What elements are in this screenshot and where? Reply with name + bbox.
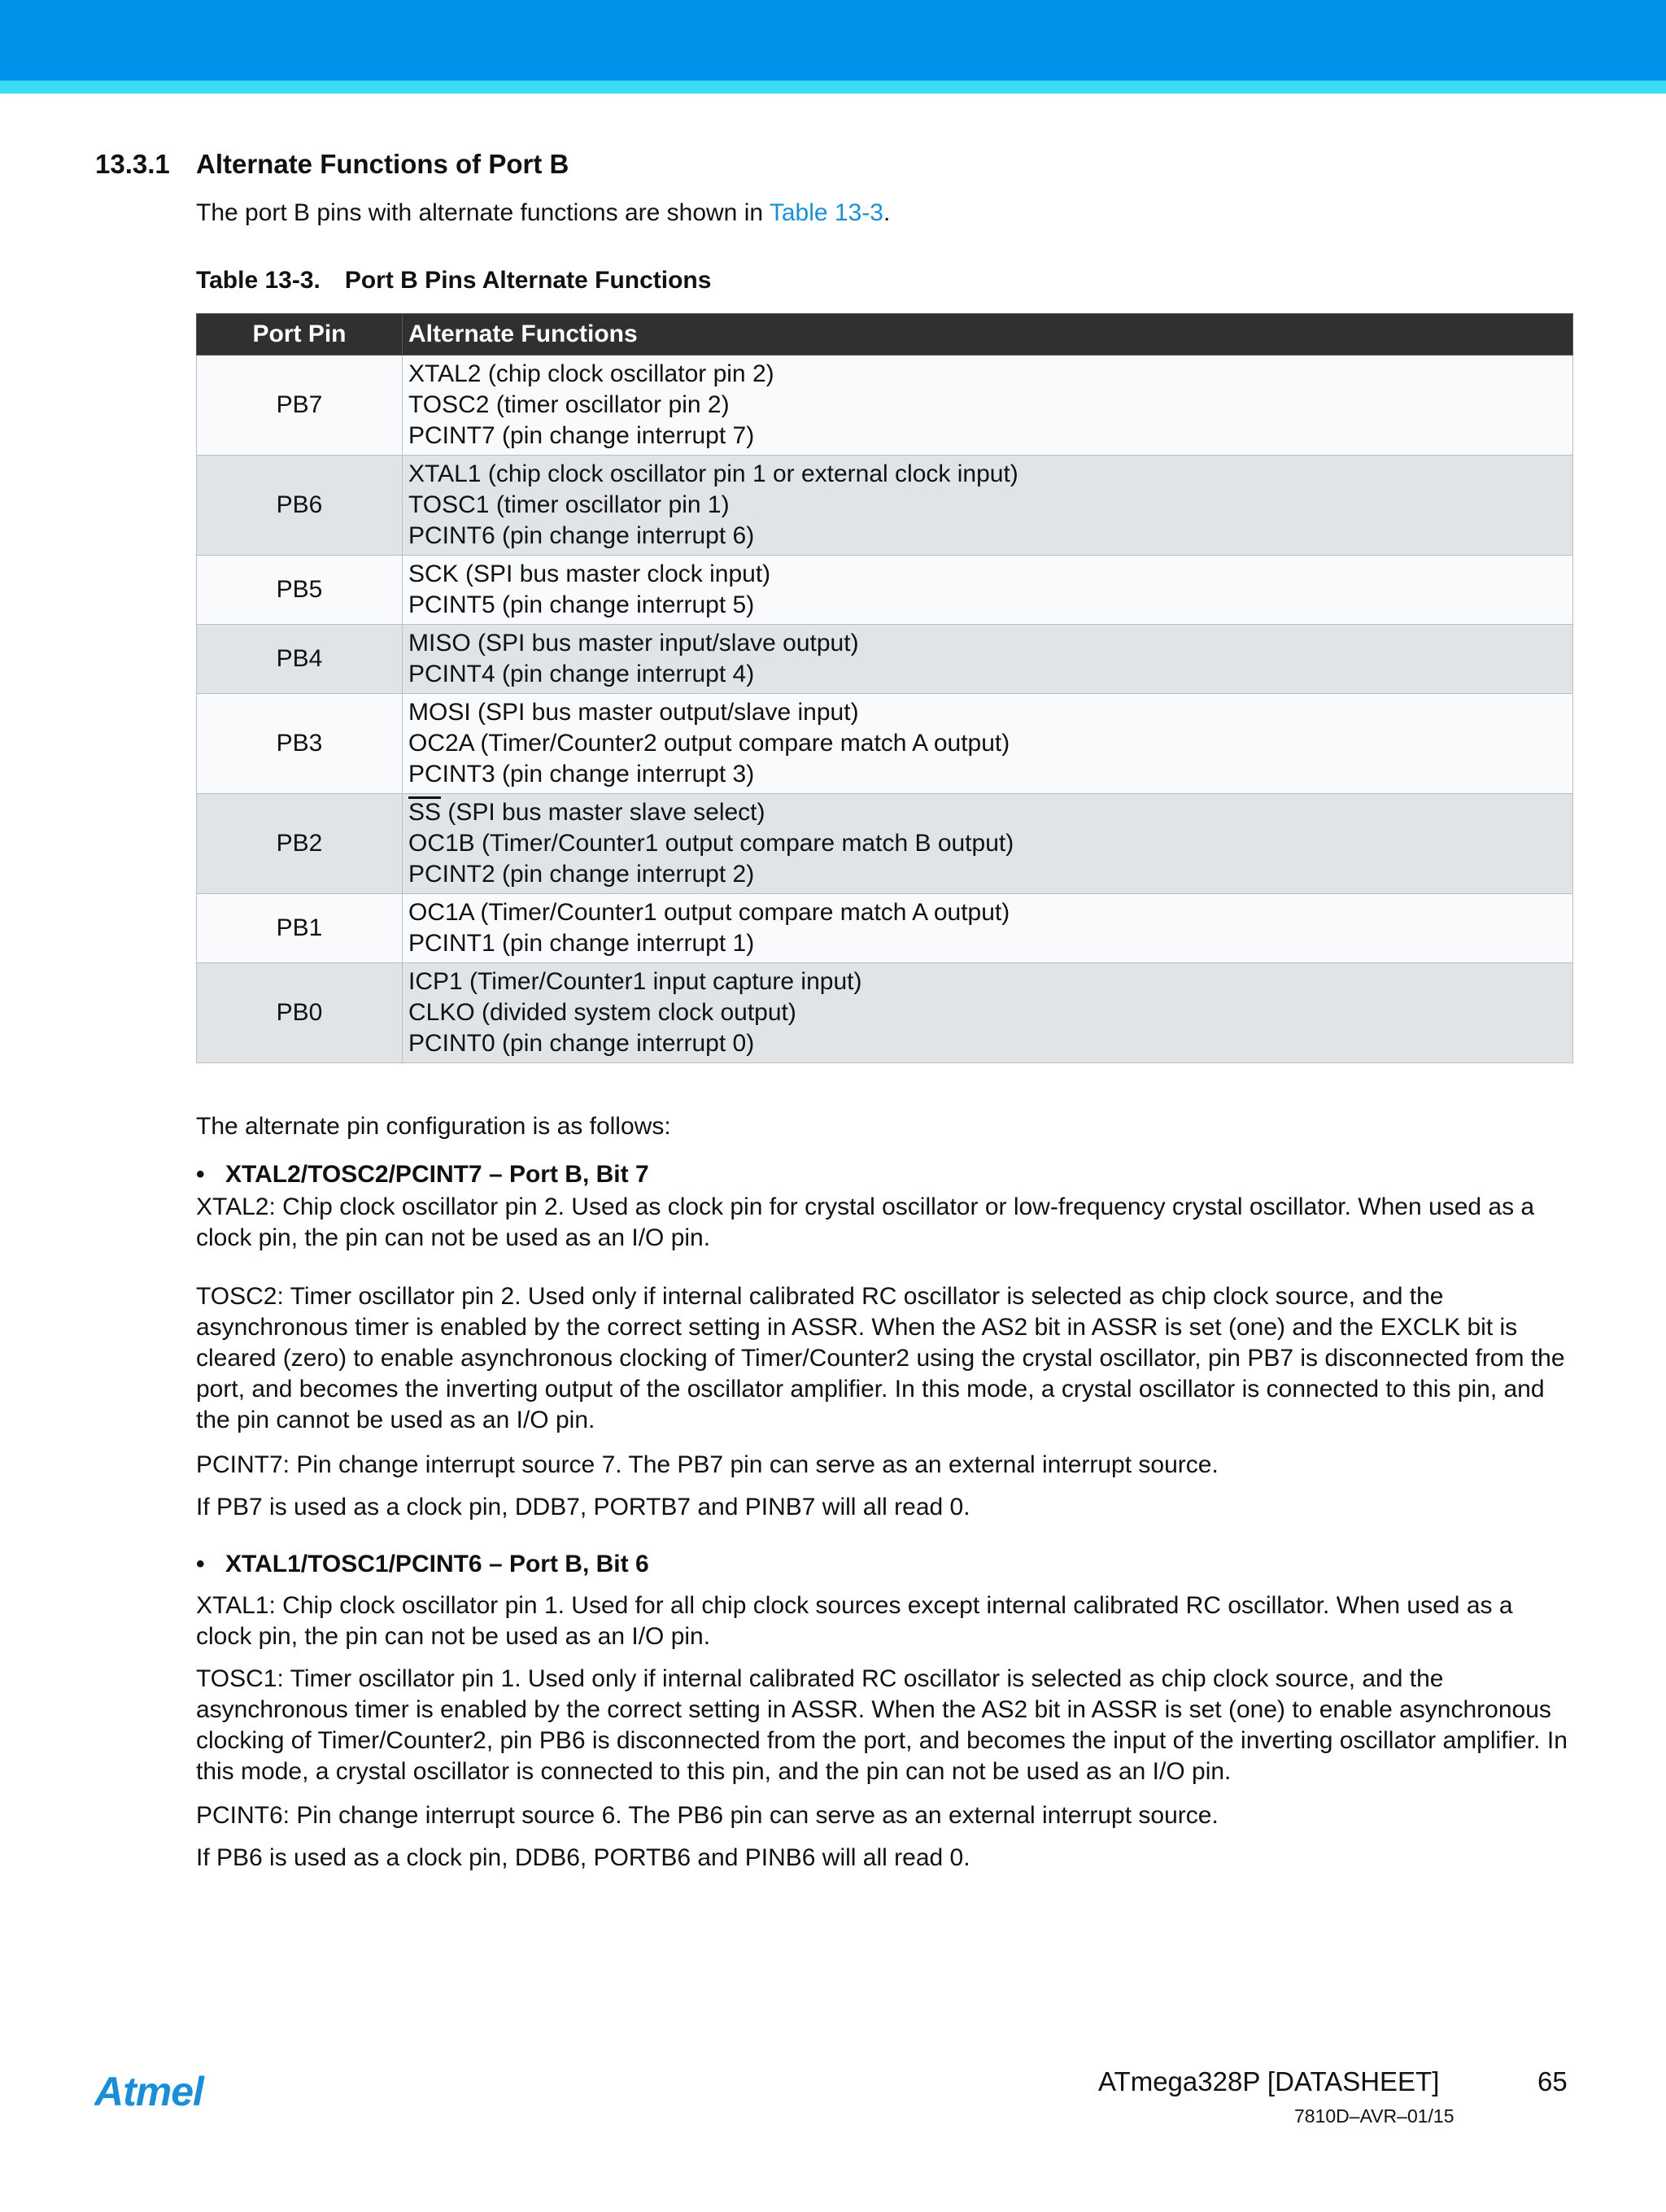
functions-cell (403, 556, 1573, 625)
table-row (197, 694, 1573, 794)
functions-cell (403, 694, 1573, 794)
bullet-dot: • (196, 1161, 205, 1188)
function-line: PCINT6 (pin change interrupt 6) (408, 522, 755, 549)
paragraph: TOSC2: Timer oscillator pin 2. Used only if internal calibrated RC oscillator is selected as chip clock source, and the asynchronous timer is enabled by the correct setting in ASSR. When the AS2 bit in ASSR is set (one) and the EXCLK bit is cleared (zero) to enable asynchronous clocking of Timer/Counter2 using the crystal oscillator, pin PB7 is disconnected from the port, and becomes the inverting output of the oscillator amplifier. In this mode, a crystal oscillator is connected to this pin, and the pin cannot be used as an I/O pin. (196, 1283, 1565, 1433)
function-line: TOSC2 (timer oscillator pin 2) (408, 391, 730, 418)
port-b-table (196, 313, 1573, 1063)
port-pin-cell: PB4 (197, 625, 403, 694)
function-line: OC2A (Timer/Counter2 output compare match A output) (408, 730, 1010, 757)
intro-paragraph (196, 199, 890, 227)
paragraph: PCINT6: Pin change interrupt source 6. The PB6 pin can serve as an external interrupt source. (196, 1802, 1219, 1829)
paragraph: XTAL1: Chip clock oscillator pin 1. Used for all chip clock sources except internal calibrated RC oscillator. When used as a clock pin, the pin can not be used as an I/O pin. (196, 1592, 1513, 1650)
port-pin-cell: PB5 (197, 556, 403, 625)
table-header-row (197, 314, 1573, 356)
function-line: PCINT5 (pin change interrupt 5) (408, 591, 755, 618)
function-line: PCINT3 (pin change interrupt 3) (408, 761, 755, 788)
table-row (197, 894, 1573, 963)
header-alternate-functions: Alternate Functions (403, 314, 1573, 356)
section-title: Alternate Functions of Port B (196, 149, 569, 179)
function-line: PCINT7 (pin change interrupt 7) (408, 422, 755, 449)
table-row (197, 556, 1573, 625)
function-line: SCK (SPI bus master clock input) (408, 561, 771, 587)
atmel-logo-icon (94, 2071, 249, 2114)
bullet-dot: • (196, 1551, 205, 1577)
functions-cell (403, 894, 1573, 963)
function-line: CLKO (divided system clock output) (408, 999, 796, 1026)
table-row (197, 356, 1573, 456)
port-pin-cell: PB1 (197, 894, 403, 963)
functions-cell (403, 625, 1573, 694)
section-number: 13.3.1 (95, 149, 170, 179)
bullet-title: XTAL2/TOSC2/PCINT7 – Port B, Bit 7 (225, 1161, 649, 1188)
header-port-pin: Port Pin (197, 314, 403, 356)
footer-page-number: 65 (1537, 2066, 1568, 2096)
function-line: PCINT4 (pin change interrupt 4) (408, 661, 755, 687)
port-pin-cell: PB6 (197, 456, 403, 556)
port-pin-cell: PB3 (197, 694, 403, 794)
function-line: MISO (SPI bus master input/slave output) (408, 630, 859, 657)
table-row (197, 456, 1573, 556)
port-pin-cell: PB2 (197, 794, 403, 894)
port-pin-cell: PB0 (197, 963, 403, 1063)
function-line: ICP1 (Timer/Counter1 input capture input) (408, 968, 862, 995)
footer-doc-title: ATmega328P [DATASHEET] (1098, 2066, 1440, 2096)
intro-text: The port B pins with alternate functions are shown in (196, 199, 770, 226)
function-line: OC1A (Timer/Counter1 output compare match A output) (408, 899, 1010, 926)
header-bar (0, 0, 1666, 81)
function-line: OC1B (Timer/Counter1 output compare match B output) (408, 830, 1014, 857)
table-link[interactable]: Table 13-3 (769, 199, 883, 226)
table-row (197, 963, 1573, 1063)
port-pin-cell: PB7 (197, 356, 403, 456)
function-line: MOSI (SPI bus master output/slave input) (408, 699, 859, 726)
function-line: PCINT0 (pin change interrupt 0) (408, 1030, 755, 1057)
bullet-heading-pb7 (196, 1161, 649, 1189)
function-line: $\overline{SS}$ (SPI bus master slave select) (408, 799, 765, 826)
atmel-logo (94, 2071, 249, 2118)
paragraph: XTAL2: Chip clock oscillator pin 2. Used as clock pin for crystal oscillator or low-frequency crystal oscillator. When used as a clock pin, the pin can not be used as an I/O pin. (196, 1193, 1535, 1251)
table-row (197, 794, 1573, 894)
svg-text:Atmel: Atmel (94, 2071, 203, 2114)
paragraph: PCINT7: Pin change interrupt source 7. The PB7 pin can serve as an external interrupt source. (196, 1451, 1219, 1478)
functions-cell (403, 963, 1573, 1063)
functions-cell (403, 356, 1573, 456)
function-line: PCINT2 (pin change interrupt 2) (408, 861, 755, 888)
functions-cell (403, 794, 1573, 894)
header-stripe (0, 81, 1666, 94)
function-line: PCINT1 (pin change interrupt 1) (408, 930, 755, 957)
table-body (197, 356, 1573, 1063)
bullet-heading-pb6 (196, 1551, 649, 1578)
function-line: TOSC1 (timer oscillator pin 1) (408, 491, 730, 518)
footer-doc-code: 7810D–AVR–01/15 (1294, 2105, 1454, 2127)
function-line: XTAL2 (chip clock oscillator pin 2) (408, 360, 774, 387)
paragraph: If PB7 is used as a clock pin, DDB7, PORTB7 and PINB7 will all read 0. (196, 1494, 970, 1520)
table-caption-title: Port B Pins Alternate Functions (344, 267, 712, 294)
table-caption (196, 267, 711, 294)
paragraph: If PB6 is used as a clock pin, DDB6, PORTB6 and PINB6 will all read 0. (196, 1844, 970, 1871)
paragraph: TOSC1: Timer oscillator pin 1. Used only if internal calibrated RC oscillator is selected as chip clock source, and the asynchronous timer is enabled by the correct setting in ASSR. When the AS2 bit in ASSR is set (one) to enable asynchronous clocking of Timer/Counter2, pin PB6 is disconnected from the port, and becomes the input of the inverting oscillator amplifier. In this mode, a crystal oscillator is connected to this pin, and the pin can not be used as an I/O pin. (196, 1665, 1568, 1785)
config-intro: The alternate pin configuration is as follows: (196, 1113, 671, 1140)
table-row (197, 625, 1573, 694)
intro-period: . (883, 199, 891, 226)
functions-cell (403, 456, 1573, 556)
table-caption-number: Table 13-3. (196, 267, 321, 294)
function-line: XTAL1 (chip clock oscillator pin 1 or external clock input) (408, 460, 1018, 487)
bullet-title: XTAL1/TOSC1/PCINT6 – Port B, Bit 6 (225, 1551, 649, 1577)
